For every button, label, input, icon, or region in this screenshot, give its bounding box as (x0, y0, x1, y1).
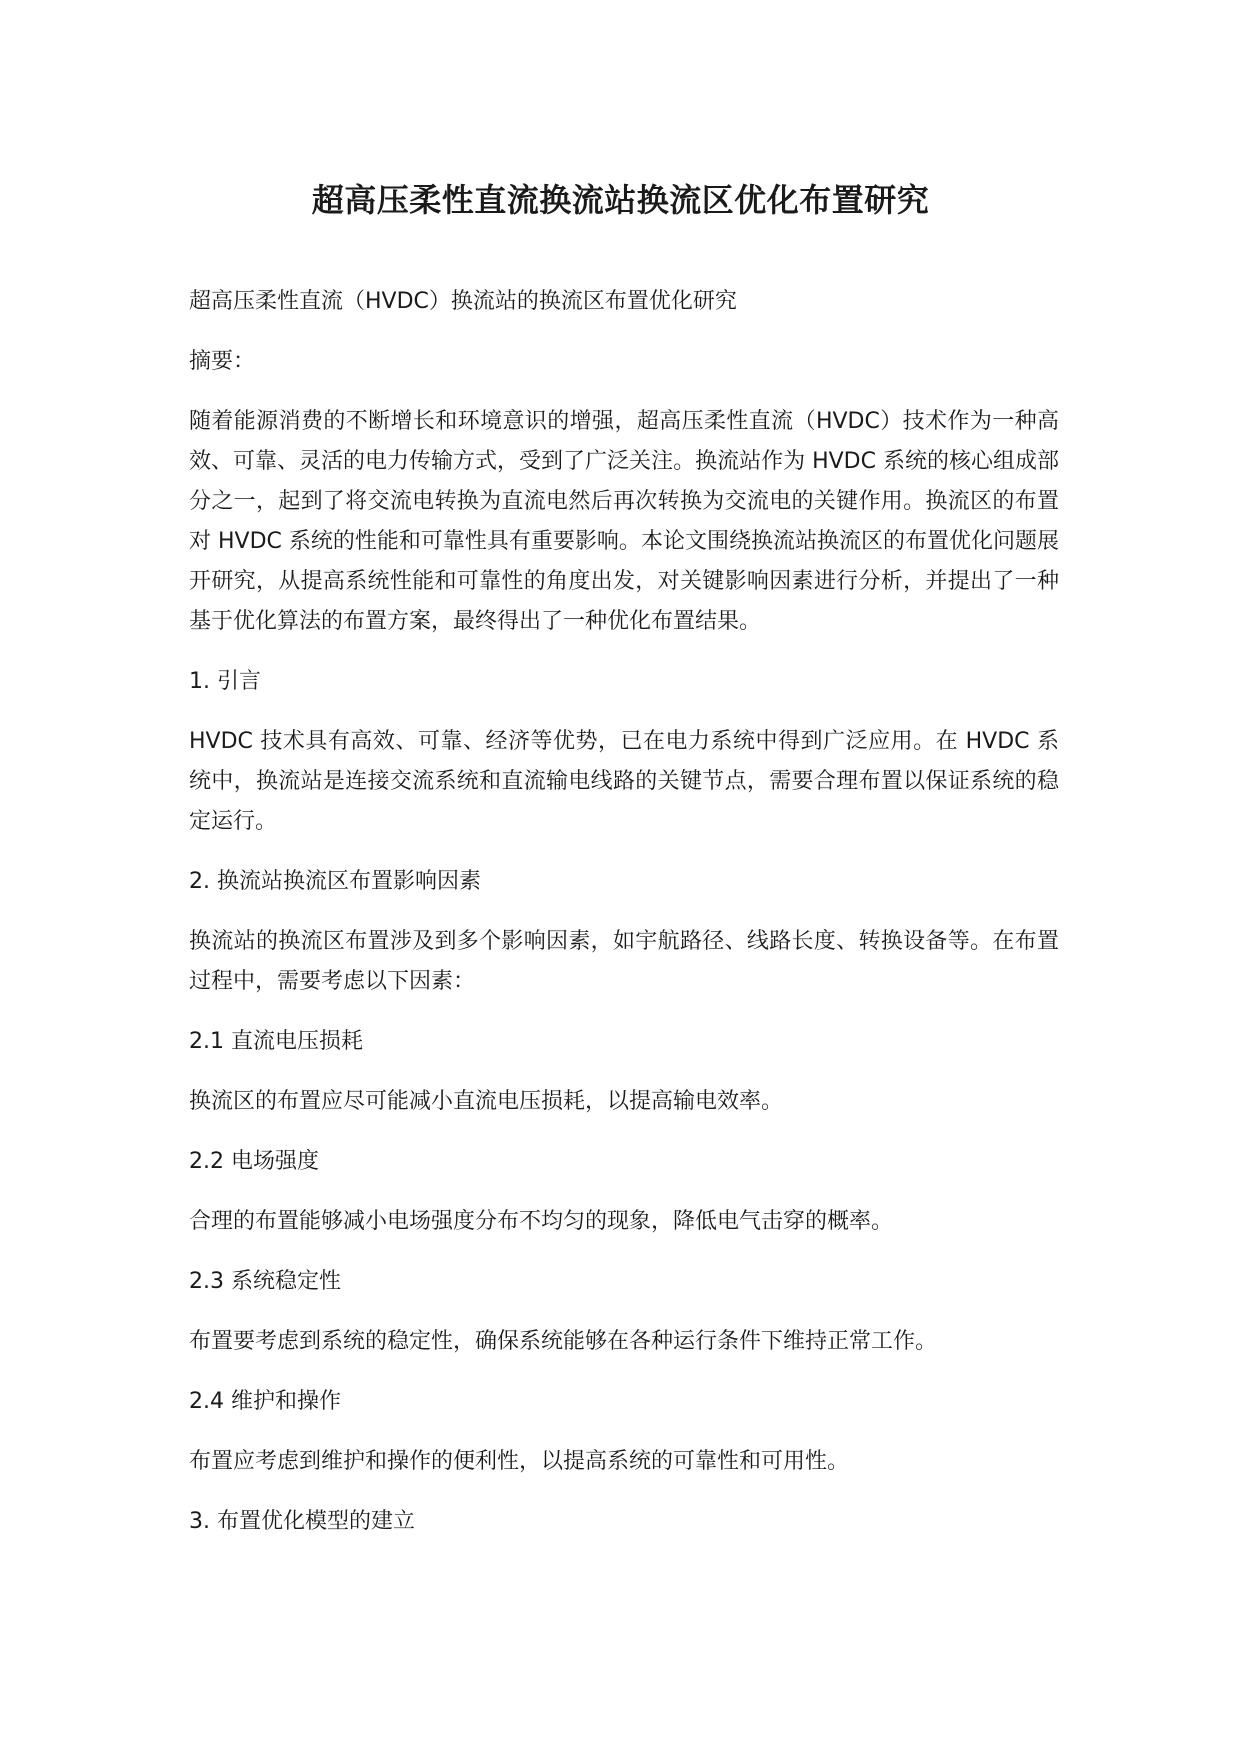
subsection-2-3-paragraph: 布置要考虑到系统的稳定性，确保系统能够在各种运行条件下维持正常工作。 (189, 1329, 938, 1354)
section-heading-3: 3. 布置优化模型的建立 (189, 1509, 415, 1534)
document-body (189, 282, 1059, 1562)
subsection-2-4-paragraph: 布置应考虑到维护和操作的便利性，以提高系统的可靠性和可用性。 (189, 1449, 850, 1474)
subsection-heading-2-2: 2.2 电场强度 (189, 1149, 319, 1174)
subtitle-paragraph: 超高压柔性直流（HVDC）换流站的换流区布置优化研究 (189, 289, 737, 314)
abstract-paragraph: 随着能源消费的不断增长和环境意识的增强，超高压柔性直流（HVDC）技术作为一种高效、可靠、灵活的电力传输方式，受到了广泛关注。换流站作为 HVDC 系统的核心组成部分之一，起到了将交流电转换为直流电然后再次转换为交流电的关键作用。换流区的布置对 HVDC 系统的性能和可靠性具有重要影响。本论文围绕换流站换流区的布置优化问题展开研究，从提高系统性能和可靠性的角度出发，对关键影响因素进行分析，并提出了一种基于优化算法的布置方案，最终得出了一种优化布置结果。 (189, 409, 1059, 634)
subsection-heading-2-1: 2.1 直流电压损耗 (189, 1029, 363, 1054)
subsection-2-2-paragraph: 合理的布置能够减小电场强度分布不均匀的现象，降低电气击穿的概率。 (189, 1209, 894, 1234)
subsection-heading-2-4: 2.4 维护和操作 (189, 1389, 341, 1414)
document-title: 超高压柔性直流换流站换流区优化布置研究 (311, 181, 930, 219)
subsection-heading-2-3: 2.3 系统稳定性 (189, 1269, 341, 1294)
section-heading-1: 1. 引言 (189, 669, 261, 694)
section-1-paragraph: HVDC 技术具有高效、可靠、经济等优势，已在电力系统中得到广泛应用。在 HVDC 系统中，换流站是连接交流系统和直流输电线路的关键节点，需要合理布置以保证系统的稳定运行。 (189, 729, 1059, 834)
abstract-heading: 摘要： (189, 349, 256, 374)
section-heading-2: 2. 换流站换流区布置影响因素 (189, 869, 481, 894)
section-2-paragraph: 换流站的换流区布置涉及到多个影响因素，如宇航路径、线路长度、转换设备等。在布置过程中，需要考虑以下因素： (189, 929, 1059, 994)
subsection-2-1-paragraph: 换流区的布置应尽可能减小直流电压损耗，以提高输电效率。 (189, 1089, 784, 1114)
